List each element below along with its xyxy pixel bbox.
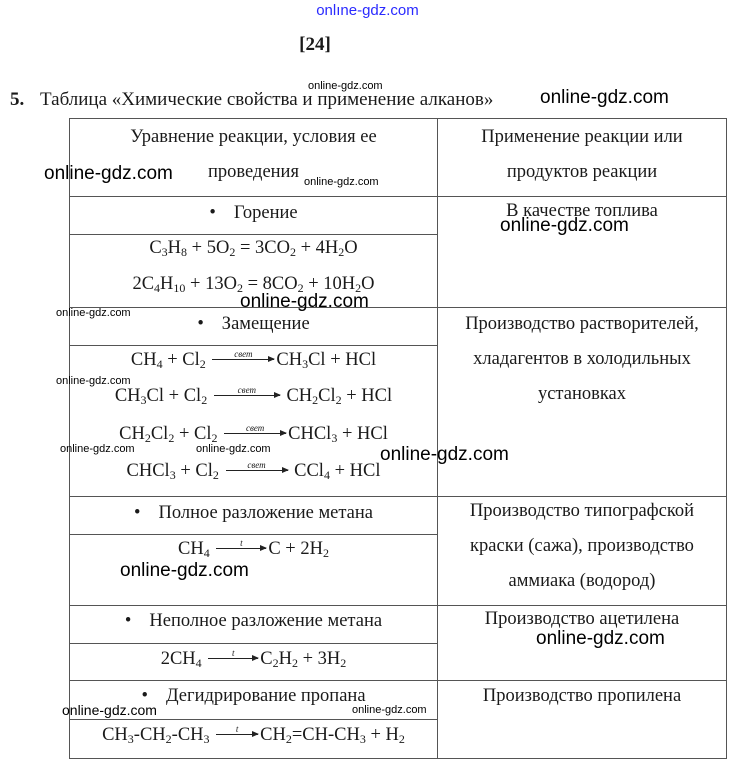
row-combustion-app-cell xyxy=(437,196,727,308)
watermark: online-gdz.com xyxy=(304,176,379,188)
reaction-arrow-icon: t xyxy=(216,724,258,735)
bullet-icon: • xyxy=(209,203,216,223)
row-full-decomposition-app-cell xyxy=(437,496,727,606)
row-partial-decomposition-eq-cell xyxy=(69,643,438,681)
equation-butane-combustion: $2C_4H_{10} + 13O_2 = 8CO_2 + 10H_2O$ xyxy=(132,274,375,295)
watermark: online-gdz.com xyxy=(240,291,369,312)
header-left-cell xyxy=(69,118,438,197)
application-line: хладагентов в холодильных xyxy=(473,349,691,369)
reaction-arrow-icon: свет xyxy=(212,349,274,360)
watermark: online-gdz.com xyxy=(308,80,383,92)
reaction-arrow-icon: свет xyxy=(214,385,280,396)
watermark: online-gdz.com xyxy=(500,215,629,236)
watermark: online-gdz.com xyxy=(196,443,271,455)
equation-chloromethane-chlorination: $CH_3Cl + Cl_2$ свет $CH_2Cl_2$ + HCl xyxy=(114,385,393,407)
header-right-line1: Применение реакции или xyxy=(481,127,683,147)
reaction-name: Неполное разложение метана xyxy=(149,611,383,631)
application-fuel: В качестве топлива xyxy=(506,201,658,221)
equation-propane-combustion: $C_3H_8 + 5O_2 = 3CO_2 + 4H_2O$ xyxy=(149,238,358,259)
application-propylene: Производство пропилена xyxy=(482,686,682,706)
header-right-line2: продуктов реакции xyxy=(506,162,658,182)
bullet-icon: • xyxy=(124,611,132,631)
header-left-line1: Уравнение реакции, условия ее xyxy=(130,127,377,147)
application-line: Производство типографской xyxy=(469,501,695,521)
application-line: краски (сажа), производство xyxy=(470,536,694,556)
bullet-icon: • xyxy=(141,686,148,706)
watermark: online-gdz.com xyxy=(44,163,173,184)
equation-methane-full-decomposition: $CH_4$ t $C + 2H_2$ xyxy=(178,538,329,560)
row-full-decomposition-name xyxy=(70,503,437,524)
reaction-name: Горение xyxy=(233,203,298,223)
task-title: Таблица «Химические свойства и применение алканов» xyxy=(40,89,494,110)
row-combustion-name-cell xyxy=(69,196,438,235)
watermark: online-gdz.com xyxy=(352,704,427,716)
header-left-line2: проведения xyxy=(208,162,299,182)
reaction-arrow-icon: свет xyxy=(226,460,288,471)
reaction-name: Полное разложение метана xyxy=(158,503,374,523)
bullet-icon: • xyxy=(197,314,204,334)
equation-propane-dehydrogenation: $CH_3-CH_2-CH_3$ t $CH_2=CH-CH_3 + H_2$ xyxy=(102,724,405,746)
application-acetylene: Производство ацетилена xyxy=(484,609,680,629)
row-full-decomposition-name-cell xyxy=(69,496,438,535)
equation-methane-chlorination: $CH_4 + Cl_2$ свет $CH_3Cl$ + HCl xyxy=(130,349,377,371)
watermark: online-gdz.com xyxy=(56,307,131,319)
row-substitution-app-cell xyxy=(437,307,727,497)
application-line: установках xyxy=(537,384,627,404)
reaction-arrow-icon: свет xyxy=(224,423,286,434)
bullet-icon: • xyxy=(133,503,141,523)
header-right-cell xyxy=(437,118,727,197)
reaction-name: Дегидрирование пропана xyxy=(165,686,366,706)
page-number: [24] xyxy=(299,34,331,55)
watermark: online-gdz.com xyxy=(120,560,249,581)
watermark: online-gdz.com xyxy=(536,628,665,649)
application-line: аммиака (водород) xyxy=(508,571,656,591)
row-dehydrogenation-app-cell xyxy=(437,680,727,759)
row-partial-decomposition-name xyxy=(70,611,437,632)
equation-dichloromethane-chlorination: $CH_2Cl_2 + Cl_2$ свет CHCl$_3$ + HCl xyxy=(119,423,388,445)
application-line: Производство растворителей, xyxy=(465,314,699,334)
row-partial-decomposition-name-cell xyxy=(69,605,438,644)
watermark: online-gdz.com xyxy=(56,375,131,387)
reaction-name: Замещение xyxy=(221,314,310,334)
equation-methane-partial-decomposition: $2CH_4$ t $C_2H_2 + 3H_2$ xyxy=(160,648,347,670)
watermark: online-gdz.com xyxy=(540,87,669,108)
reaction-arrow-icon: t xyxy=(208,648,258,659)
row-combustion-name xyxy=(70,203,437,224)
row-dehydrogenation-eq-cell xyxy=(69,719,438,759)
watermark: online-gdz.com xyxy=(60,443,135,455)
reaction-arrow-icon: t xyxy=(216,538,266,549)
equation-chloroform-chlorination: CHCl$_3$ + $Cl_2$ свет CCl$_4$ + HCl xyxy=(126,460,381,482)
top-watermark: onlıne-gdz.com xyxy=(316,2,419,19)
watermark: online-gdz.com xyxy=(62,702,157,718)
watermark: online-gdz.com xyxy=(380,444,509,465)
task-number: 5. xyxy=(10,89,25,110)
row-substitution-eq-cell xyxy=(69,345,438,497)
